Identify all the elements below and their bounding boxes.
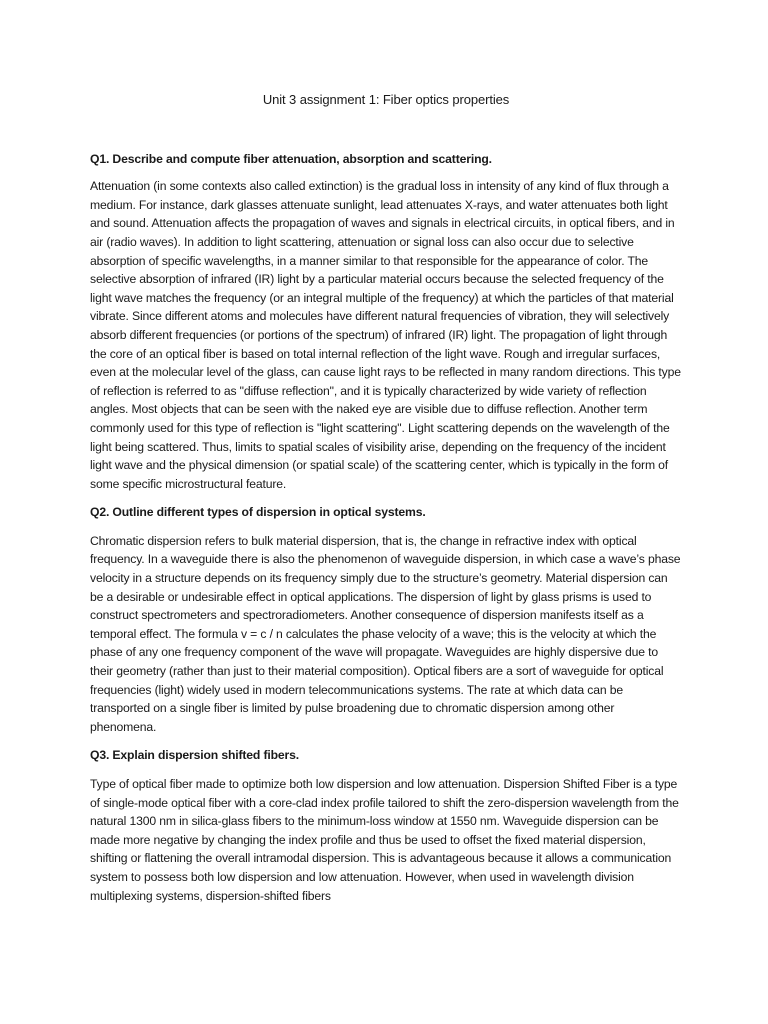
- section-q2-body: Chromatic dispersion refers to bulk material dispersion, that is, the change in refractive index with optical frequency. In a waveguide there is also the phenomenon of waveguide dispersion, in which case a wave’s phase velocity in a structure depends on its frequency simply due to the structure’s geometry. Material dispersion can be a desirable or undesirable effect in optical applications. The dispersion of light by glass prisms is used to construct spectrometers and spectroradiometers. Another consequence of dispersion manifests itself as a temporal effect. The formula v = c / n calculates the phase velocity of a wave; this is the velocity at which the phase of any one frequency component of the wave will propagate. Waveguides are highly dispersive due to their geometry (rather than just to their material composition). Optical fibers are a sort of waveguide for optical frequencies (light) widely used in modern telecommunications systems. The rate at which data can be transported on a single fiber is limited by pulse broadening due to chromatic dispersion among other phenomena.: [90, 533, 681, 734]
- section-q1: [90, 150, 682, 494]
- document-title: Unit 3 assignment 1: Fiber optics properties: [262, 92, 510, 107]
- section-q1-body: Attenuation (in some contexts also called extinction) is the gradual loss in intensity of any kind of flux through a medium. For instance, dark glasses attenuate sunlight, lead attenuates X-rays, and water attenuates both light and sound. Attenuation affects the propagation of waves and signals in electrical circuits, in optical fibers, and in air (radio waves). In addition to light scattering, attenuation or signal loss can also occur due to selective absorption of specific wavelengths, in a manner similar to that responsible for the appearance of color. The selective absorption of infrared (IR) light by a particular material occurs because the selected frequency of the light wave matches the frequency (or an integral multiple of the frequency) at which the particles of that material vibrate. Since different atoms and molecules have different natural frequencies of vibration, they will selectively absorb different frequencies (or portions of the spectrum) of infrared (IR) light. The propagation of light through the core of an optical fiber is based on total internal reflection of the light wave. Rough and irregular surfaces, even at the molecular level of the glass, can cause light rays to be reflected in many random directions. This type of reflection is referred to as "diffuse reflection", and it is typically characterized by wide variety of reflection angles. Most objects that can be seen with the naked eye are visible due to diffuse reflection. Another term commonly used for this type of reflection is "light scattering". Light scattering depends on the wavelength of the light being scattered. Thus, limits to spatial scales of visibility arise, depending on the frequency of the incident light wave and the physical dimension (or spatial scale) of the scattering center, which is typically in the form of some specific microstructural feature.: [90, 179, 681, 491]
- section-q1-heading: Q1. Describe and compute fiber attenuation, absorption and scattering.: [90, 151, 492, 166]
- document-content: [90, 91, 682, 905]
- section-q2: [90, 503, 682, 736]
- section-q2-heading: Q2. Outline different types of dispersion in optical systems.: [90, 505, 426, 520]
- section-q3: [90, 746, 682, 905]
- section-q3-body: Type of optical fiber made to optimize both low dispersion and low attenuation. Dispersion Shifted Fiber is a type of single-mode optical fiber with a core-clad index profile tailored to shift the zero-dispersion wavelength from the natural 1300 nm in silica-glass fibers to the minimum-loss window at 1550 nm. Waveguide dispersion can be made more negative by changing the index profile and thus be used to offset the fixed material dispersion, shifting or flattening the overall intramodal dispersion. This is advantageous because it allows a communication system to possess both low dispersion and low attenuation. However, when used in wavelength division multiplexing systems, dispersion-shifted fibers: [90, 777, 679, 903]
- section-q3-heading: Q3. Explain dispersion shifted fibers.: [90, 748, 299, 763]
